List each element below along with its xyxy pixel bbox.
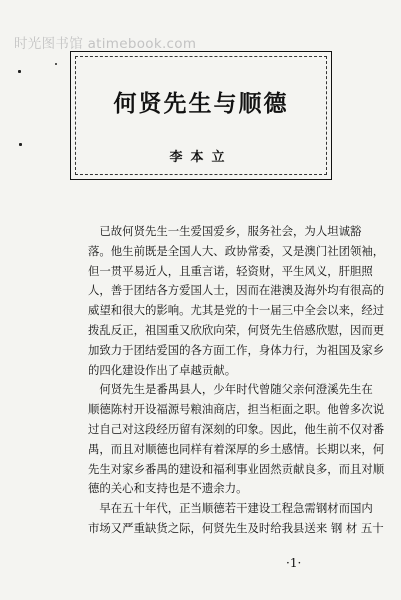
ink-speck <box>19 143 22 146</box>
body-line: 但一贯平易近人，且重言诺，轻资财，平生风义，肝胆照 <box>88 263 373 278</box>
body-line: 的四化建设作出了卓越贡献。 <box>88 362 237 377</box>
body-line: 禺，而且对顺德也同样有着深厚的乡土感情。长期以来，何 <box>88 441 385 456</box>
body-line: 加致力于团结爱国的各方面工作，身体力行，为祖国及家乡 <box>88 342 385 357</box>
body-line: 何贤先生是番禺县人，少年时代曾随父亲何澄溪先生在 <box>99 382 373 397</box>
body-line: 先生对家乡番禺的建设和福利事业固然贡献良多，而且对顺 <box>88 461 385 476</box>
article-title: 何贤先生与顺德 <box>113 90 289 117</box>
title-frame <box>70 51 332 180</box>
body-line: 过自己对这段经历留有深刻的印象。因此，他生前不仅对番 <box>88 421 385 436</box>
article-author: 李本立 <box>169 150 233 165</box>
body-line: 市场又严重缺货之际，何贤先生及时给我县送来 钢 材 五十 <box>88 520 384 535</box>
body-line: 德的关心和支持也是不遗余力。 <box>88 481 248 496</box>
body-line: 早在五十年代，正当顺德若干建设工程急需钢材而国内 <box>99 501 373 516</box>
body-line: 顺德陈村开设福源号粮油商店，担当柜面之职。他曾多次说 <box>88 402 385 417</box>
body-line: 威望和很大的影响。尤其是党的十一届三中全会以来，经过 <box>88 303 385 318</box>
ink-speck <box>18 70 21 73</box>
body-line: 落。他生前既是全国人大、政协常委，又是澳门社团领袖， <box>88 243 385 258</box>
article-body <box>88 222 385 539</box>
watermark-text: 时光图书馆 atimebook.com <box>14 36 197 52</box>
ink-speck <box>55 63 57 65</box>
page-number: ·1· <box>286 556 302 570</box>
body-line: 人，善于团结各方爱国人士，因而在港澳及海外均有很高的 <box>88 283 385 298</box>
body-line: 拨乱反正，祖国重又欣欣向荣，何贤先生倍感欣慰，因而更 <box>88 322 385 337</box>
body-line: 已故何贤先生一生爱国爱乡，服务社会，为人坦诚豁 <box>99 224 362 238</box>
